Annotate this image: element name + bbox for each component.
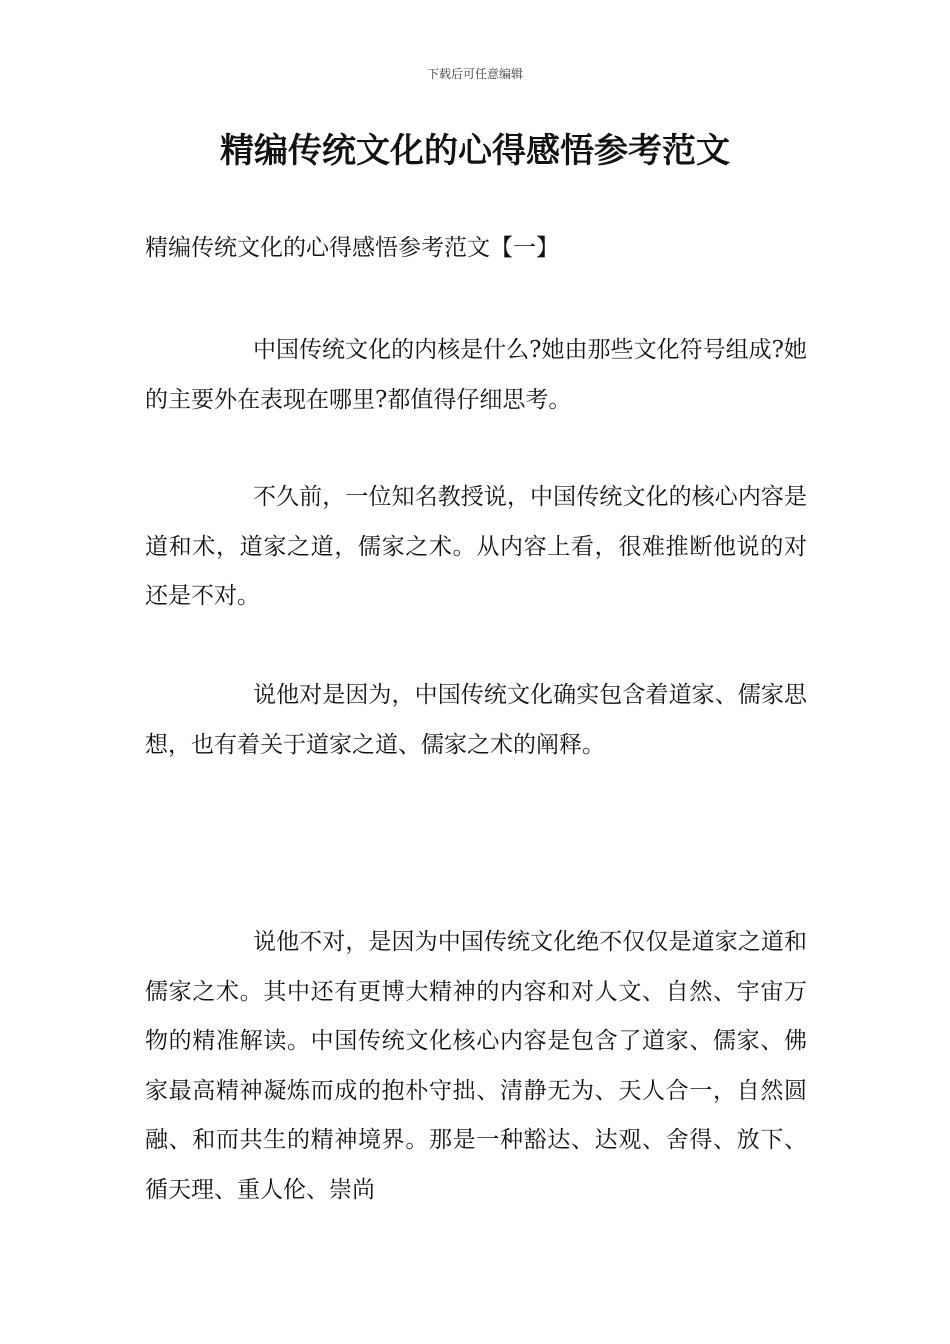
section-heading: 精编传统文化的心得感悟参考范文【一】: [145, 235, 559, 261]
page-header-note: 下载后可任意编辑: [426, 67, 523, 81]
paragraph-4: 说他不对，是因为中国传统文化绝不仅仅是道家之道和儒家之术。其中还有更博大精神的内容和对人文、自然、宇宙万物的精准解读。中国传统文化核心内容是包含了道家、儒家、佛家最高精神凝炼而成的抱朴守拙、清静无为、天人合一，自然圆融、和而共生的精神境界。那是一种豁达、达观、舍得、放下、循天理、重人伦、崇尚: [145, 929, 807, 1203]
document-title: 精编传统文化的心得感悟参考范文: [220, 131, 730, 171]
paragraph-2: 不久前，一位知名教授说，中国传统文化的核心内容是道和术，道家之道，儒家之术。从内容上看，很难推断他说的对还是不对。: [145, 484, 807, 609]
paragraph-1: 中国传统文化的内核是什么?她由那些文化符号组成?她的主要外在表现在哪里?都值得仔细思考。: [145, 337, 807, 413]
paragraph-3: 说他对是因为，中国传统文化确实包含着道家、儒家思想，也有着关于道家之道、儒家之术的阐释。: [145, 682, 807, 758]
